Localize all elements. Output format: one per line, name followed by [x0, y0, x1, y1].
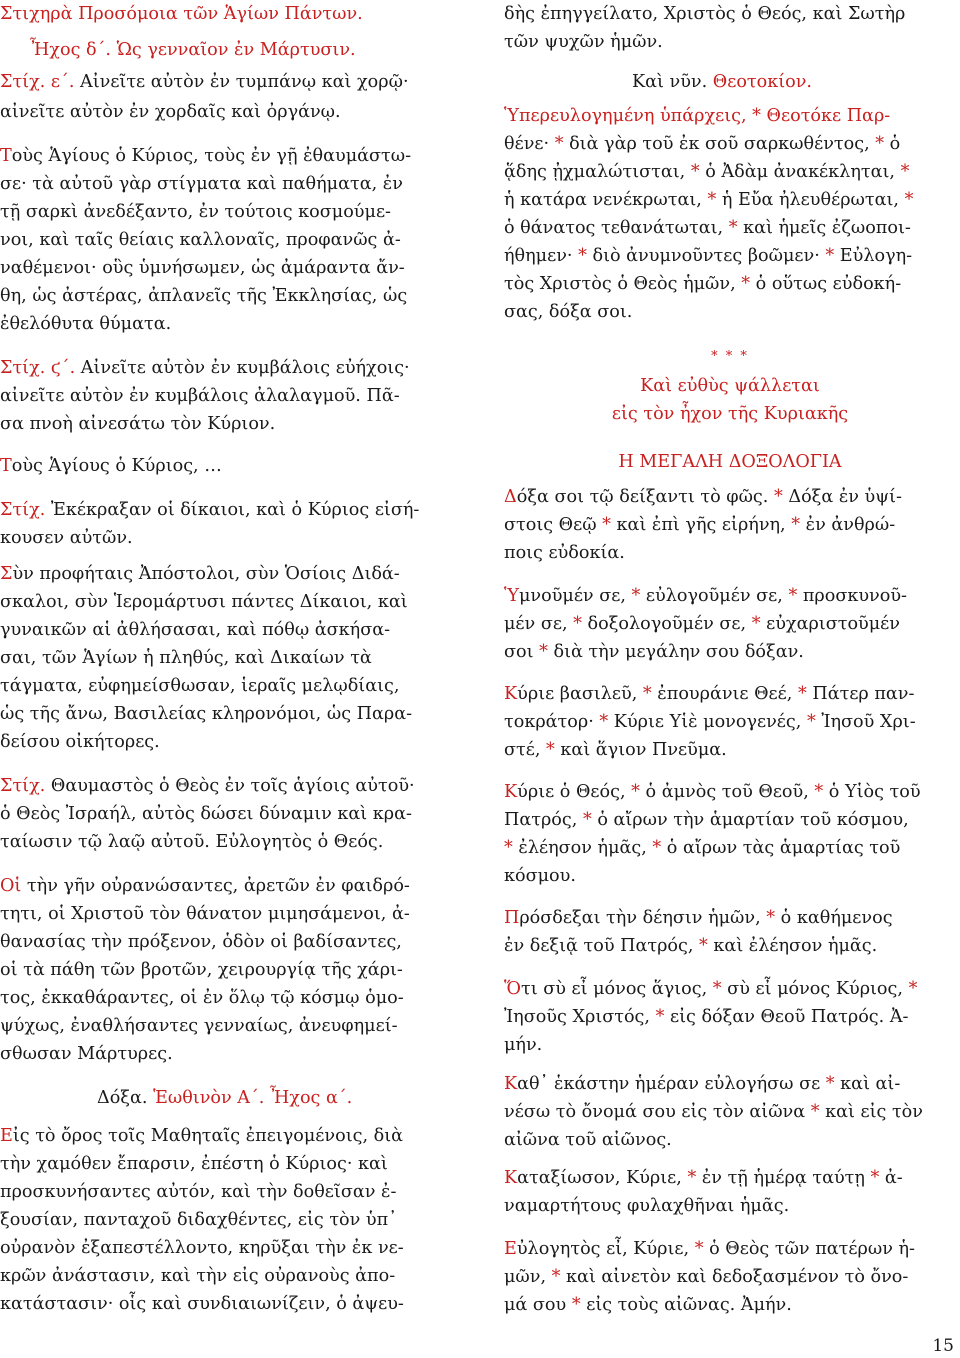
rubric-text: Η ΜΕΓΑΛΗ ΔΟΞΟΛΟΓΙΑ	[618, 452, 842, 472]
body-text: ἐθελόθυτα θύματα.	[0, 314, 172, 334]
body-text: τι σὺ εἶ μόνος ἅγιος,	[520, 979, 713, 999]
body-text: νέσω τὸ ὄνομά σου εἰς τὸν αἰῶνα	[504, 1102, 811, 1122]
body-text: τὴν χαμόθεν ἔπαρσιν, ἐπέστη ὁ Κύριος· καὶ	[0, 1154, 388, 1174]
rubric-text: Ὑ	[504, 586, 519, 606]
body-text: κρῶν ἀνάστασιν, καὶ τὴν εἰς οὐρανοὺς ἀπο-	[0, 1266, 396, 1286]
body-text: οὺς Ἁγίους ὁ Κύριος, τοὺς ἐν γῇ ἐθαυμάστω-	[11, 146, 412, 166]
body-text: Καὶ νῦν.	[632, 72, 713, 92]
rubric-text: Π	[504, 908, 520, 928]
rubric-text: *	[694, 1239, 704, 1259]
rubric-text: Καὶ εὐθὺς ψάλλεται	[640, 376, 820, 396]
rubric-text: *	[687, 1168, 697, 1188]
body-text: Δόξα ἐν ὑψί-	[782, 487, 902, 507]
rubric-text: *	[751, 614, 761, 634]
body-text: ξουσίαν, πανταχοῦ διδαχθέντες, εἰς τὸν ὑπ᾽	[0, 1210, 397, 1230]
left-text-line	[0, 1234, 404, 1262]
right-text-line	[504, 736, 727, 764]
right-text-line	[504, 708, 916, 736]
body-text: τάγματα, εὐφημείσθωσαν, ἱεραῖς μελῳδίαις,	[0, 676, 400, 696]
body-text: ὁ Υἱὸς τοῦ	[823, 782, 921, 802]
left-text-line	[0, 524, 133, 552]
left-text-line	[0, 1150, 388, 1178]
rubric-text: Ὅ	[504, 979, 521, 999]
body-text: Δόξα.	[97, 1088, 154, 1108]
rubric-text: Ἦχος δ΄. Ὡς γενναῖον ἐν Μάρτυσιν.	[30, 40, 356, 60]
rubric-text: *	[578, 246, 587, 266]
left-text-line	[0, 644, 372, 672]
right-text-line	[632, 68, 812, 96]
left-text-line	[0, 616, 390, 644]
left-text-line	[0, 452, 222, 480]
body-text: ὁ αἴρων τὰς ἁμαρτίας τοῦ	[661, 838, 901, 858]
body-text: ἐν δεξιᾷ τοῦ Πατρός,	[504, 936, 700, 956]
body-text: ὁ ἀμνὸς τοῦ Θεοῦ,	[639, 782, 815, 802]
right-text-line	[504, 242, 912, 270]
body-text: ὁ Ἀδὰμ ἀνακέκληται,	[699, 162, 901, 182]
rubric-text: *	[631, 586, 641, 606]
rubric-text: *	[773, 487, 783, 507]
body-text: σοι	[504, 642, 540, 662]
body-text: ὁ οὕτως εὐδοκή-	[750, 274, 902, 294]
rubric-text: *	[631, 782, 640, 802]
rubric-text: εἰς τὸν ἦχον τῆς Κυριακῆς	[611, 404, 849, 424]
body-text: δὴς ἐπηγγείλατο, Χριστὸς ὁ Θεός, καὶ Σωτὴρ	[504, 4, 906, 24]
rubric-text: *	[554, 134, 570, 154]
body-text: τητι, οἱ Χριστοῦ τὸν θάνατον μιμησάμενοι, ἀ-	[0, 904, 410, 924]
right-text-line	[504, 270, 901, 298]
left-text-line	[0, 496, 419, 524]
rubric-text: Σ	[0, 564, 13, 584]
rubric-text: *	[788, 586, 798, 606]
body-text: διὰ γὰρ τοῦ ἐκ σοῦ σαρκωθέντος,	[569, 134, 876, 154]
rubric-text: *	[582, 810, 592, 830]
right-text-line	[504, 862, 576, 890]
body-text: θη, ὡς ἀστέρας, ἀπλανεῖς τῆς Ἐκκλησίας, ὡς	[0, 286, 408, 306]
left-text-line	[0, 772, 415, 800]
right-text-line	[504, 1164, 903, 1192]
body-text: τῶν ψυχῶν ἡμῶν.	[504, 32, 663, 52]
body-text: κόσμου.	[504, 866, 576, 886]
rubric-text: * * *	[711, 349, 749, 364]
left-text-line	[0, 354, 410, 382]
left-text-line	[0, 928, 402, 956]
right-text-line	[504, 28, 663, 56]
body-text: ποις εὐδοκία.	[504, 543, 625, 563]
right-text-line	[504, 610, 900, 638]
left-text-line	[0, 254, 405, 282]
body-text: αταξίωσον, Κύριε,	[517, 1168, 688, 1188]
body-text: σα πνοὴ αἰνεσάτω τὸν Κύριον.	[0, 414, 276, 434]
rubric-text: *	[573, 614, 582, 634]
body-text: σὺ εἶ μόνος Κύριος,	[721, 979, 909, 999]
right-text-line	[504, 1263, 908, 1291]
left-text-line	[0, 800, 412, 828]
right-text-line	[504, 130, 900, 158]
body-text: διὰ τὴν μεγάλην σου δόξαν.	[547, 642, 804, 662]
left-text-line	[0, 382, 400, 410]
left-text-line	[0, 170, 403, 198]
rubric-text: *	[766, 908, 776, 928]
body-text: κατάστασιν· οἷς καὶ συνδιαιωνίζειν, ὁ ἀψευ-	[0, 1294, 404, 1314]
body-text: Κύριε Υἱὲ μονογενές,	[608, 712, 807, 732]
right-text-line	[504, 1126, 672, 1154]
right-text-line	[504, 539, 625, 567]
body-text: εὐλογοῦμέν σε,	[640, 586, 789, 606]
left-text-line	[0, 226, 401, 254]
body-text: αἰῶνα τοῦ αἰῶνος.	[504, 1130, 672, 1150]
body-text: θένε·	[504, 134, 555, 154]
body-text: στέ,	[504, 740, 547, 760]
right-text-line	[504, 483, 902, 511]
body-text: σας, δόξα σοι.	[504, 302, 633, 322]
right-text-line	[504, 511, 895, 539]
rubric-text: *	[571, 1295, 581, 1315]
rubric-text: *	[825, 246, 835, 266]
body-text: μά σου	[504, 1295, 572, 1315]
left-text-line	[0, 1012, 398, 1040]
body-text: ὁ καθήμενος	[775, 908, 893, 928]
left-text-line	[0, 1040, 173, 1068]
right-text-line	[504, 400, 956, 428]
body-text: οἱ τὰ πάθη τῶν βροτῶν, χειρουργίᾳ τῆς χάρι-	[0, 960, 403, 980]
rubric-text: *	[539, 642, 548, 662]
rubric-text: Ὑπερευλογημένη ὑπάρχεις, * Θεοτόκε Παρ-	[504, 106, 891, 126]
body-text: προσκυνήσαντες αὐτόν, καὶ τὴν δοθεῖσαν ἐ-	[0, 1182, 397, 1202]
rubric-text: Στιχηρὰ Προσόμοια τῶν Ἁγίων Πάντων.	[0, 4, 363, 24]
body-text: σθωσαν Μάρτυρες.	[0, 1044, 173, 1064]
rubric-text: Στίχ.	[0, 500, 51, 520]
left-text-line	[0, 700, 412, 728]
rubric-text: Οἱ	[0, 876, 22, 896]
body-text: σκαλοι, σὺν Ἱερομάρτυσι πάντες Δίκαιοι, καὶ	[0, 592, 408, 612]
rubric-text: Δ	[504, 487, 517, 507]
right-text-line	[504, 806, 909, 834]
rubric-text: *	[546, 740, 555, 760]
body-text: εὐχαριστοῦμέν	[760, 614, 900, 634]
left-text-line	[0, 900, 410, 928]
body-text: τῇ σαρκὶ ἀνεδέξαντο, ἐν τούτοις κοσμούμε-	[0, 202, 391, 222]
rubric-text: *	[904, 190, 914, 210]
body-text: Πατρός,	[504, 810, 583, 830]
rubric-text: Ε	[504, 1239, 517, 1259]
body-text: ἡ κατάρα νενέκρωται,	[504, 190, 708, 210]
body-text: ταίωσιν τῷ λαῷ αὐτοῦ. Εὐλογητὸς ὁ Θεός.	[0, 832, 384, 852]
body-text: τοκράτορ·	[504, 712, 600, 732]
rubric-text: Τ	[0, 456, 12, 476]
body-text: ὺν προφήταις Ἀπόστολοι, σὺν Ὁσίοις Διδά-	[12, 564, 400, 584]
rubric-text: Στίχ. ε΄.	[0, 72, 81, 92]
rubric-text: *	[728, 218, 738, 238]
body-text: μέν σε,	[504, 614, 574, 634]
rubric-text: Κ	[504, 782, 518, 802]
rubric-text: *	[870, 1168, 880, 1188]
body-text: δείσου οἰκήτορες.	[0, 732, 160, 752]
left-text-line	[97, 1084, 352, 1112]
body-text: αθ᾽ ἑκάστην ἡμέραν εὐλογήσω σε	[517, 1074, 826, 1094]
left-text-line	[30, 36, 356, 64]
rubric-text: *	[797, 684, 807, 704]
rubric-text: *	[875, 134, 885, 154]
right-text-line	[504, 102, 890, 130]
body-text: τὸς Χριστὸς ὁ Θεὸς ἡμῶν,	[504, 274, 742, 294]
left-text-line	[0, 728, 160, 756]
rubric-text: *	[655, 1007, 665, 1027]
body-text: ὁ	[884, 134, 901, 154]
body-text: μῶν,	[504, 1267, 552, 1287]
rubric-text: Κ	[504, 684, 518, 704]
rubric-text: *	[741, 274, 751, 294]
rubric-text: *	[712, 979, 722, 999]
left-text-line	[0, 1262, 395, 1290]
right-text-line	[504, 834, 900, 862]
right-text-line	[504, 1031, 542, 1059]
left-text-line	[0, 560, 400, 588]
body-text: θανασίας τὴν πρόξενον, ὁδὸν οἱ βαδίσαντες,	[0, 932, 402, 952]
body-text: τὴν γῆν οὐρανώσαντες, ἀρετῶν ἐν φαιδρό-	[21, 876, 410, 896]
right-text-line	[504, 778, 921, 806]
left-text-line	[0, 198, 391, 226]
body-text: αἰνεῖτε αὐτὸν ἐν κυμβάλοις ἀλαλαγμοῦ. Πᾶ-	[0, 386, 400, 406]
body-text: καὶ ἐλέησον ἡμᾶς.	[707, 936, 878, 956]
body-text: ύριε ὁ Θεός,	[517, 782, 632, 802]
body-text: νοι, καὶ ταῖς θείαις καλλοναῖς, προφανῶς ἀ-	[0, 230, 401, 250]
body-text: καὶ ἡμεῖς ἐζωοποι-	[737, 218, 911, 238]
body-text: κουσεν αὐτῶν.	[0, 528, 133, 548]
rubric-text: *	[908, 979, 918, 999]
left-text-line	[0, 872, 410, 900]
rubric-text: *	[690, 162, 700, 182]
left-text-line	[0, 68, 409, 96]
body-text: ναμαρτήτους φυλαχθῆναι ἡμᾶς.	[504, 1196, 790, 1216]
right-text-line	[504, 343, 956, 371]
rubric-text: *	[599, 712, 609, 732]
right-text-line	[504, 214, 911, 242]
right-text-line	[504, 1070, 900, 1098]
body-text: ὁ θάνατος τεθανάτωται,	[504, 218, 729, 238]
body-text: Θαυμαστὸς ὁ Θεὸς ἐν τοῖς ἁγίοις αὐτοῦ·	[50, 776, 415, 796]
rubric-text: *	[707, 190, 717, 210]
right-text-line	[504, 1192, 789, 1220]
rubric-text: Κ	[504, 1168, 518, 1188]
rubric-text: Τ	[0, 146, 12, 166]
left-text-line	[0, 410, 275, 438]
right-text-line	[504, 158, 909, 186]
body-text: σαι, τῶν Ἁγίων ἡ πληθύς, καὶ Δικαίων τὰ	[0, 648, 372, 668]
body-text: εἰς δόξαν Θεοῦ Πατρός. Ἀ-	[664, 1007, 909, 1027]
left-text-line	[0, 956, 403, 984]
body-text: ὁ Θεὸς τῶν πατέρων ἡ-	[703, 1239, 915, 1259]
left-text-line	[0, 828, 383, 856]
right-text-line	[504, 975, 917, 1003]
body-text: οὺς Ἁγίους ὁ Κύριος, …	[11, 456, 222, 476]
rubric-text: *	[602, 515, 611, 535]
body-text: ἡ Εὔα ἠλευθέρωται,	[716, 190, 905, 210]
body-text: προσκυνοῦ-	[797, 586, 907, 606]
left-text-line	[0, 142, 411, 170]
body-text: τος, ἐκκαθάραντες, οἱ ἐν ὅλῳ τῷ κόσμῳ ὁμο-	[0, 988, 404, 1008]
right-text-line	[504, 932, 877, 960]
body-text: μνοῦμέν σε,	[518, 586, 632, 606]
left-text-line	[0, 672, 399, 700]
rubric-text: Στίχ. ϛ΄.	[0, 358, 81, 378]
body-text: ὁ αἴρων τὴν ἁμαρτίαν τοῦ κόσμου,	[591, 810, 909, 830]
rubric-text: *	[642, 684, 652, 704]
left-text-line	[0, 0, 363, 28]
left-text-line	[0, 1122, 403, 1150]
body-text: δοξολογοῦμέν σε,	[581, 614, 752, 634]
rubric-text: Ε	[0, 1126, 13, 1146]
rubric-text: *	[810, 1102, 820, 1122]
left-text-line	[0, 98, 341, 126]
body-text: ᾅδης ᾐχμαλώτισται,	[504, 162, 691, 182]
body-text: Αἰνεῖτε αὐτὸν ἐν τυμπάνῳ καὶ χορῷ·	[80, 72, 409, 92]
right-text-line	[504, 680, 914, 708]
right-text-line	[504, 1003, 909, 1031]
body-text: ἐν ἀνθρώ-	[800, 515, 896, 535]
rubric-text: Ἑωθινὸν Α΄. Ἦχος α΄.	[153, 1088, 353, 1108]
body-text: Ἰησοῦ Χρι-	[815, 712, 916, 732]
body-text: ὁ Θεὸς Ἰσραήλ, αὐτὸς δώσει δύναμιν καὶ κρα-	[0, 804, 412, 824]
rubric-text: *	[551, 1267, 561, 1287]
body-text: ἐπουράνιε Θεέ,	[651, 684, 798, 704]
rubric-text: *	[814, 782, 824, 802]
right-text-line	[504, 0, 905, 28]
rubric-text: *	[791, 515, 801, 535]
body-text: ἐν τῇ ἡμέρᾳ ταύτῃ	[696, 1168, 871, 1188]
body-text: εἰς τοὺς αἰῶνας. Ἀμήν.	[580, 1295, 792, 1315]
body-text: Εὐλογη-	[834, 246, 913, 266]
body-text: Ἰησοῦς Χριστός,	[504, 1007, 656, 1027]
left-text-line	[0, 984, 404, 1012]
body-text: καὶ ἐπὶ γῆς εἰρήνη,	[610, 515, 792, 535]
rubric-text: *	[504, 838, 513, 858]
left-text-line	[0, 282, 407, 310]
body-text: ὡς τῆς ἄνω, Βασιλείας κληρονόμοι, ὡς Παρα-	[0, 704, 413, 724]
body-text: ήθημεν·	[504, 246, 579, 266]
right-text-line	[504, 1291, 792, 1319]
left-text-line	[0, 1178, 396, 1206]
body-text: αἰνεῖτε αὐτὸν ἐν χορδαῖς καὶ ὀργάνῳ.	[0, 102, 341, 122]
body-text: γυναικῶν αἱ ἀθλήσασαι, καὶ πόθῳ ἀσκήσα-	[0, 620, 391, 640]
right-text-line	[504, 372, 956, 400]
body-text: οὐρανὸν ἐξαπεστέλλοντο, κηρῦξαι τὴν ἐκ νε-	[0, 1238, 404, 1258]
right-text-line	[504, 186, 913, 214]
body-text: καὶ αἰνετὸν καὶ δεδοξασμένον τὸ ὄνο-	[560, 1267, 909, 1287]
body-text: ύριε βασιλεῦ,	[517, 684, 643, 704]
left-text-line	[0, 1290, 404, 1318]
rubric-text: Στίχ.	[0, 776, 51, 796]
body-text: καὶ αἰ-	[834, 1074, 901, 1094]
body-text: ἀ-	[879, 1168, 903, 1188]
right-text-line	[504, 1235, 915, 1263]
body-text: ἰς τὸ ὄρος τοῖς Μαθηταῖς ἐπειγομένοις, διὰ	[12, 1126, 404, 1146]
rubric-text: *	[806, 712, 816, 732]
body-text: Πάτερ παν-	[806, 684, 915, 704]
rubric-text: *	[825, 1074, 835, 1094]
rubric-text: Θεοτοκίον.	[712, 72, 813, 92]
right-text-line	[504, 1098, 923, 1126]
rubric-text: *	[699, 936, 708, 956]
body-text: στοις Θεῷ	[504, 515, 603, 535]
body-text: καὶ εἰς τὸν	[819, 1102, 923, 1122]
body-text: σε· τὰ αὐτοῦ γὰρ στίγματα καὶ παθήματα, ἐν	[0, 174, 403, 194]
body-text: ναθέμενοι· οὓς ὑμνήσωμεν, ὡς ἀμάραντα ἄν-	[0, 258, 405, 278]
left-text-line	[0, 310, 171, 338]
right-text-line	[504, 904, 893, 932]
body-text: ρόσδεξαι τὴν δέησιν ἡμῶν,	[519, 908, 767, 928]
rubric-text: *	[652, 838, 662, 858]
rubric-text: *	[900, 162, 910, 182]
rubric-text: Κ	[504, 1074, 518, 1094]
page-number: 15	[932, 1336, 954, 1356]
body-text: Αἰνεῖτε αὐτὸν ἐν κυμβάλοις εὐήχοις·	[80, 358, 410, 378]
body-text: ὐλογητὸς εἶ, Κύριε,	[516, 1239, 695, 1259]
left-text-line	[0, 1206, 397, 1234]
body-text: καὶ ἅγιον Πνεῦμα.	[554, 740, 727, 760]
right-text-line	[504, 638, 804, 666]
body-text: ψύχως, ἐναθλήσαντες γενναίως, ἀνευφημεί-	[0, 1016, 398, 1036]
right-text-line	[504, 448, 956, 476]
right-text-line	[504, 298, 632, 326]
body-text: μήν.	[504, 1035, 543, 1055]
body-text: διὸ ἀνυμνοῦντες βοῶμεν·	[586, 246, 826, 266]
body-text: ἐλέησον ἡμᾶς,	[512, 838, 653, 858]
body-text: όξα σοι τῷ δείξαντι τὸ φῶς.	[516, 487, 774, 507]
right-text-line	[504, 582, 907, 610]
body-text: Ἐκέκραξαν οἱ δίκαιοι, καὶ ὁ Κύριος εἰσή-	[50, 500, 420, 520]
left-text-line	[0, 588, 408, 616]
